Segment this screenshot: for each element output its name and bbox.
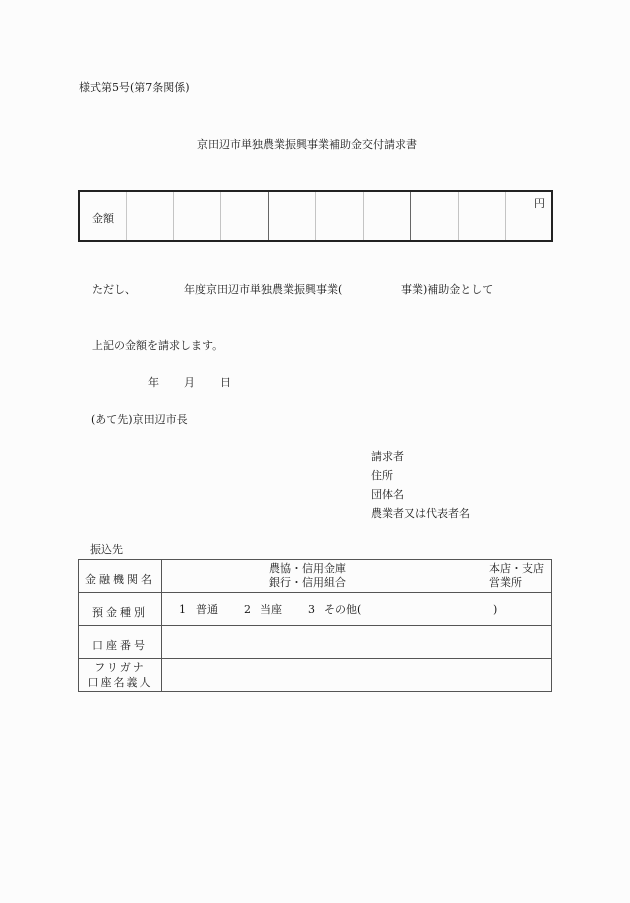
account-number-label: 口座番号 [92,639,148,652]
deposit-option-1-number[interactable]: 1 [179,603,186,616]
amount-digit-2[interactable] [174,192,220,240]
form-number: 様式第5号(第7条関係) [79,81,190,94]
date-month-label: 月 [184,376,195,389]
addressee: (あて先)京田辺市長 [91,413,188,426]
amount-digit-1[interactable] [127,192,173,240]
deposit-option-3-number[interactable]: 3 [308,603,315,616]
furigana-label: フリガナ [94,661,146,674]
request-statement: 上記の金額を請求します。 [92,339,224,352]
amount-digit-6[interactable] [364,192,410,240]
claimant-address-label: 住所 [371,469,393,482]
deposit-option-checking[interactable]: 当座 [260,603,282,616]
account-holder-field[interactable] [162,659,551,692]
account-holder-label [79,660,161,690]
fiscal-year-field[interactable] [132,280,182,296]
project-name-field[interactable] [354,280,400,296]
account-holder-name-label: 口座名義人 [87,676,153,689]
yen-unit: 円 [534,197,545,210]
deposit-option-other[interactable]: その他( [324,603,362,616]
deposit-other-field[interactable] [372,600,490,616]
amount-digit-7[interactable] [411,192,458,240]
institution-name-label: 金融機関名 [85,573,155,586]
account-number-field[interactable] [162,626,551,658]
purpose-suffix: 事業)補助金として [401,283,494,296]
date-day-label: 日 [220,376,231,389]
claimant-name-label: 農業者又は代表者名 [371,507,470,520]
amount-digit-4[interactable] [269,192,315,240]
branch-type-options-2: 営業所 [489,576,522,589]
branch-type-options-1: 本店・支店 [489,562,544,575]
deposit-other-close: ) [493,603,498,616]
amount-digit-3[interactable] [221,192,268,240]
deposit-option-2-number[interactable]: 2 [244,603,251,616]
bank-table [78,559,552,692]
page-title: 京田辺市単独農業振興事業補助金交付請求書 [197,138,417,151]
deposit-type-label: 預金種別 [92,606,148,619]
institution-type-options-2: 銀行・信用組合 [269,576,346,589]
bank-section-label: 振込先 [90,543,123,556]
date-year-label: 年 [148,376,159,389]
purpose-prefix: ただし、 [92,283,136,296]
purpose-year-text: 年度京田辺市単独農業振興事業( [184,283,343,296]
institution-type-options-1: 農協・信用金庫 [269,562,346,575]
claimant-heading: 請求者 [371,450,404,463]
amount-digit-8[interactable] [459,192,505,240]
amount-table [78,190,553,242]
claimant-organization-label: 団体名 [371,488,404,501]
amount-digit-5[interactable] [316,192,363,240]
row-divider [79,592,551,593]
deposit-option-ordinary[interactable]: 普通 [196,603,218,616]
amount-label: 金額 [92,212,114,225]
